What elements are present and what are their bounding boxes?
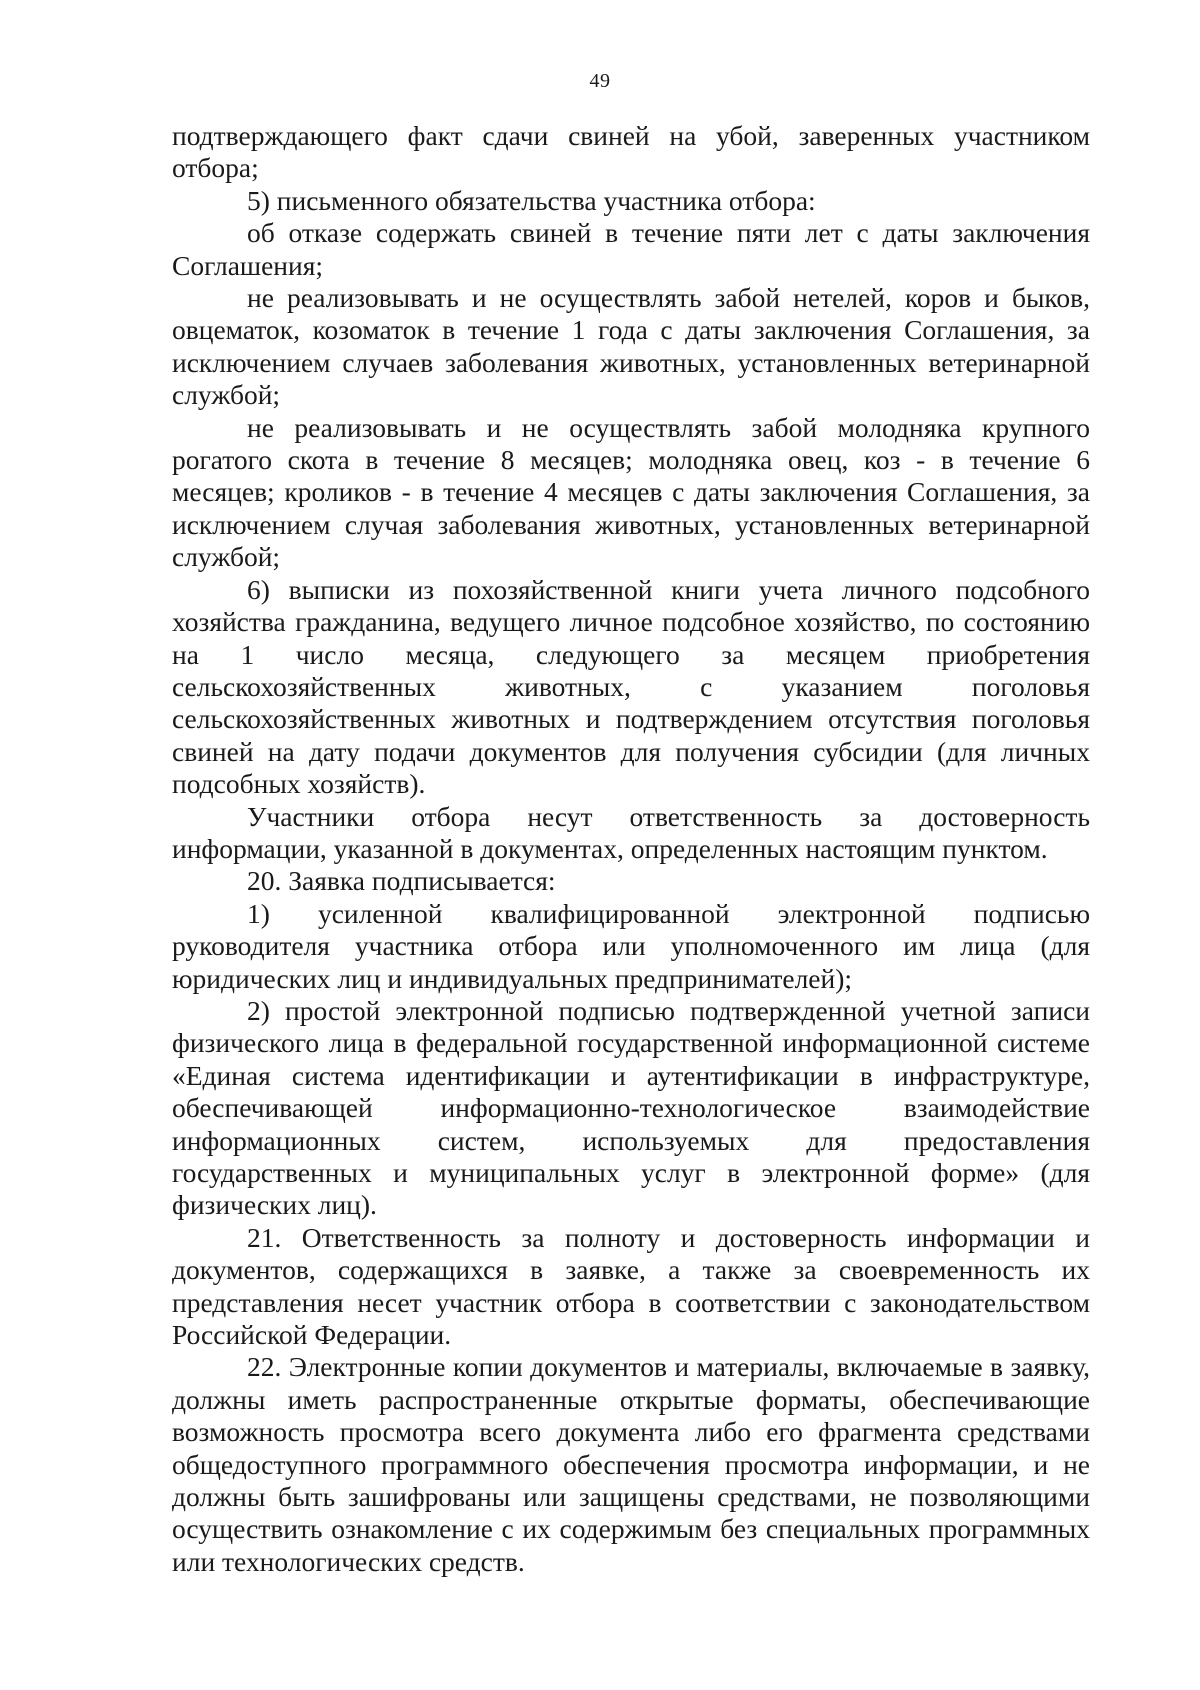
paragraph-responsibility: Участники отбора несут ответственность за достоверность информации, указанной в документах, определенных настоящим пунктом.: [172, 800, 1090, 864]
paragraph-item-6: 6) выписки из похозяйственной книги учета личного подсобного хозяйства гражданина, ведущего личное подсобное хозяйство, по состоянию на 1 число месяца, следующего за месяцем приобретения сельскохозяйственных животных, с указанием поголовья сельскохозяйственных животных и подтверждением отсутствия поголовья свиней на дату подачи документов для получения субсидии (для личных подсобных хозяйств).: [172, 573, 1090, 800]
paragraph-obligation-pigs: об отказе содержать свиней в течение пяти лет с даты заключения Соглашения;: [172, 217, 1090, 281]
paragraph-continuation: подтверждающего факт сдачи свиней на убой, заверенных участником отбора;: [172, 120, 1090, 184]
paragraph-item-5: 5) письменного обязательства участника отбора:: [247, 184, 816, 216]
paragraph-clause-22: 22. Электронные копии документов и материалы, включаемые в заявку, должны иметь распространенные открытые форматы, обеспечивающие возможность просмотра всего документа либо его фрагмента средствами общедоступного программного обеспечения просмотра информации, и не должны быть зашифрованы или защищены средствами, не позволяющими осуществить ознакомление с их содержимым без специальных программных или технологических средств.: [172, 1351, 1090, 1577]
paragraph-clause-20: 20. Заявка подписывается:: [247, 865, 556, 897]
page-number: 49: [589, 70, 611, 92]
paragraph-clause-20-item-1: 1) усиленной квалифицированной электронной подписью руководителя участника отбора или уполномоченного им лица (для юридических лиц и индивидуальных предпринимателей);: [172, 897, 1090, 994]
paragraph-obligation-cattle: не реализовывать и не осуществлять забой нетелей, коров и быков, овцематок, козоматок в течение 1 года с даты заключения Соглашения, за исключением случаев заболевания животных, установленных ветеринарной службой;: [172, 282, 1090, 411]
document-body: [172, 120, 1090, 1578]
paragraph-clause-20-item-2: 2) простой электронной подписью подтвержденной учетной записи физического лица в федеральной государственной информационной системе «Единая система идентификации и аутентификации в инфраструктуре, обеспечивающей информационно-технологическое взаимодействие информационных систем, используемых для предоставления государственных и муниципальных услуг в электронной форме» (для физических лиц).: [172, 994, 1090, 1221]
paragraph-obligation-young-stock: не реализовывать и не осуществлять забой молодняка крупного рогатого скота в течение 8 месяцев; молодняка овец, коз - в течение 6 месяцев; кроликов - в течение 4 месяцев с даты заключения Соглашения, за исключением случая заболевания животных, установленных ветеринарной службой;: [172, 411, 1090, 573]
paragraph-clause-21: 21. Ответственность за полноту и достоверность информации и документов, содержащихся в заявке, а также за своевременность их представления несет участник отбора в соответствии с законодательством Российской Федерации.: [172, 1221, 1090, 1351]
